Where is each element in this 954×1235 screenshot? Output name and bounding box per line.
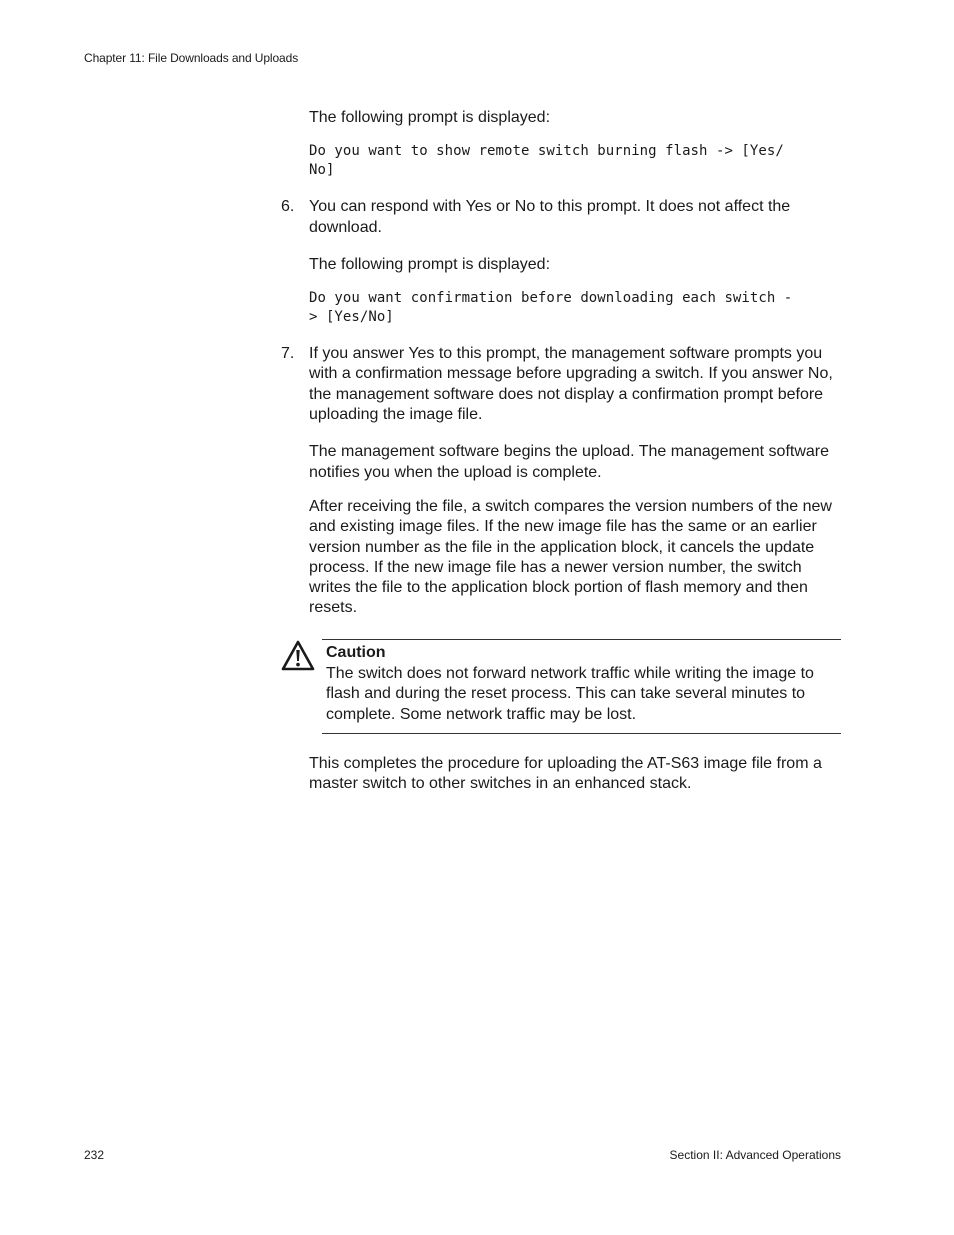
step-7 [281, 344, 844, 425]
step-number: 6. [281, 198, 295, 216]
caution-title: Caution [326, 643, 386, 661]
section-footer: Section II: Advanced Operations [669, 1148, 841, 1162]
code-prompt-burning-flash: Do you want to show remote switch burning flash -> [Yes/ No] [309, 143, 784, 179]
prompt-intro-2: The following prompt is displayed: [309, 255, 551, 273]
step-6 [281, 197, 844, 238]
prompt-intro-1: The following prompt is displayed: [309, 109, 551, 126]
caution-box [322, 639, 841, 734]
procedure-complete-paragraph: This completes the procedure for uploading the AT-S63 image file from a master switch to other switches in an enhanced stack. [309, 754, 822, 793]
page-content [281, 108, 844, 809]
step-number: 7. [281, 345, 295, 363]
upload-begins-paragraph: The management software begins the upload. The management software notifies you when the upload is complete. [309, 443, 830, 481]
code-prompt-confirmation: Do you want confirmation before downloading each switch - > [Yes/No] [309, 290, 793, 326]
step-text: If you answer Yes to this prompt, the management software prompts you with a confirmation message before upgrading a switch. If you answer No, the management software does not display a confirmation prompt before uploading the image file. [309, 345, 833, 424]
caution-text: The switch does not forward network traffic while writing the image to flash and during the reset process. This can take several minutes to complete. Some network traffic may be lost. [326, 665, 814, 723]
chapter-header: Chapter 11: File Downloads and Uploads [84, 51, 299, 65]
step-text: You can respond with Yes or No to this prompt. It does not affect the download. [309, 198, 791, 236]
page-number: 232 [84, 1148, 105, 1162]
version-compare-paragraph: After receiving the file, a switch compares the version numbers of the new and existing image files. If the new image file has the same or an earlier version number as the file in the application block, it cancels the update process. If the new image file has a newer version number, the switch writes the file to the application block portion of flash memory and then resets. [309, 497, 832, 617]
warning-triangle-icon [281, 640, 315, 672]
